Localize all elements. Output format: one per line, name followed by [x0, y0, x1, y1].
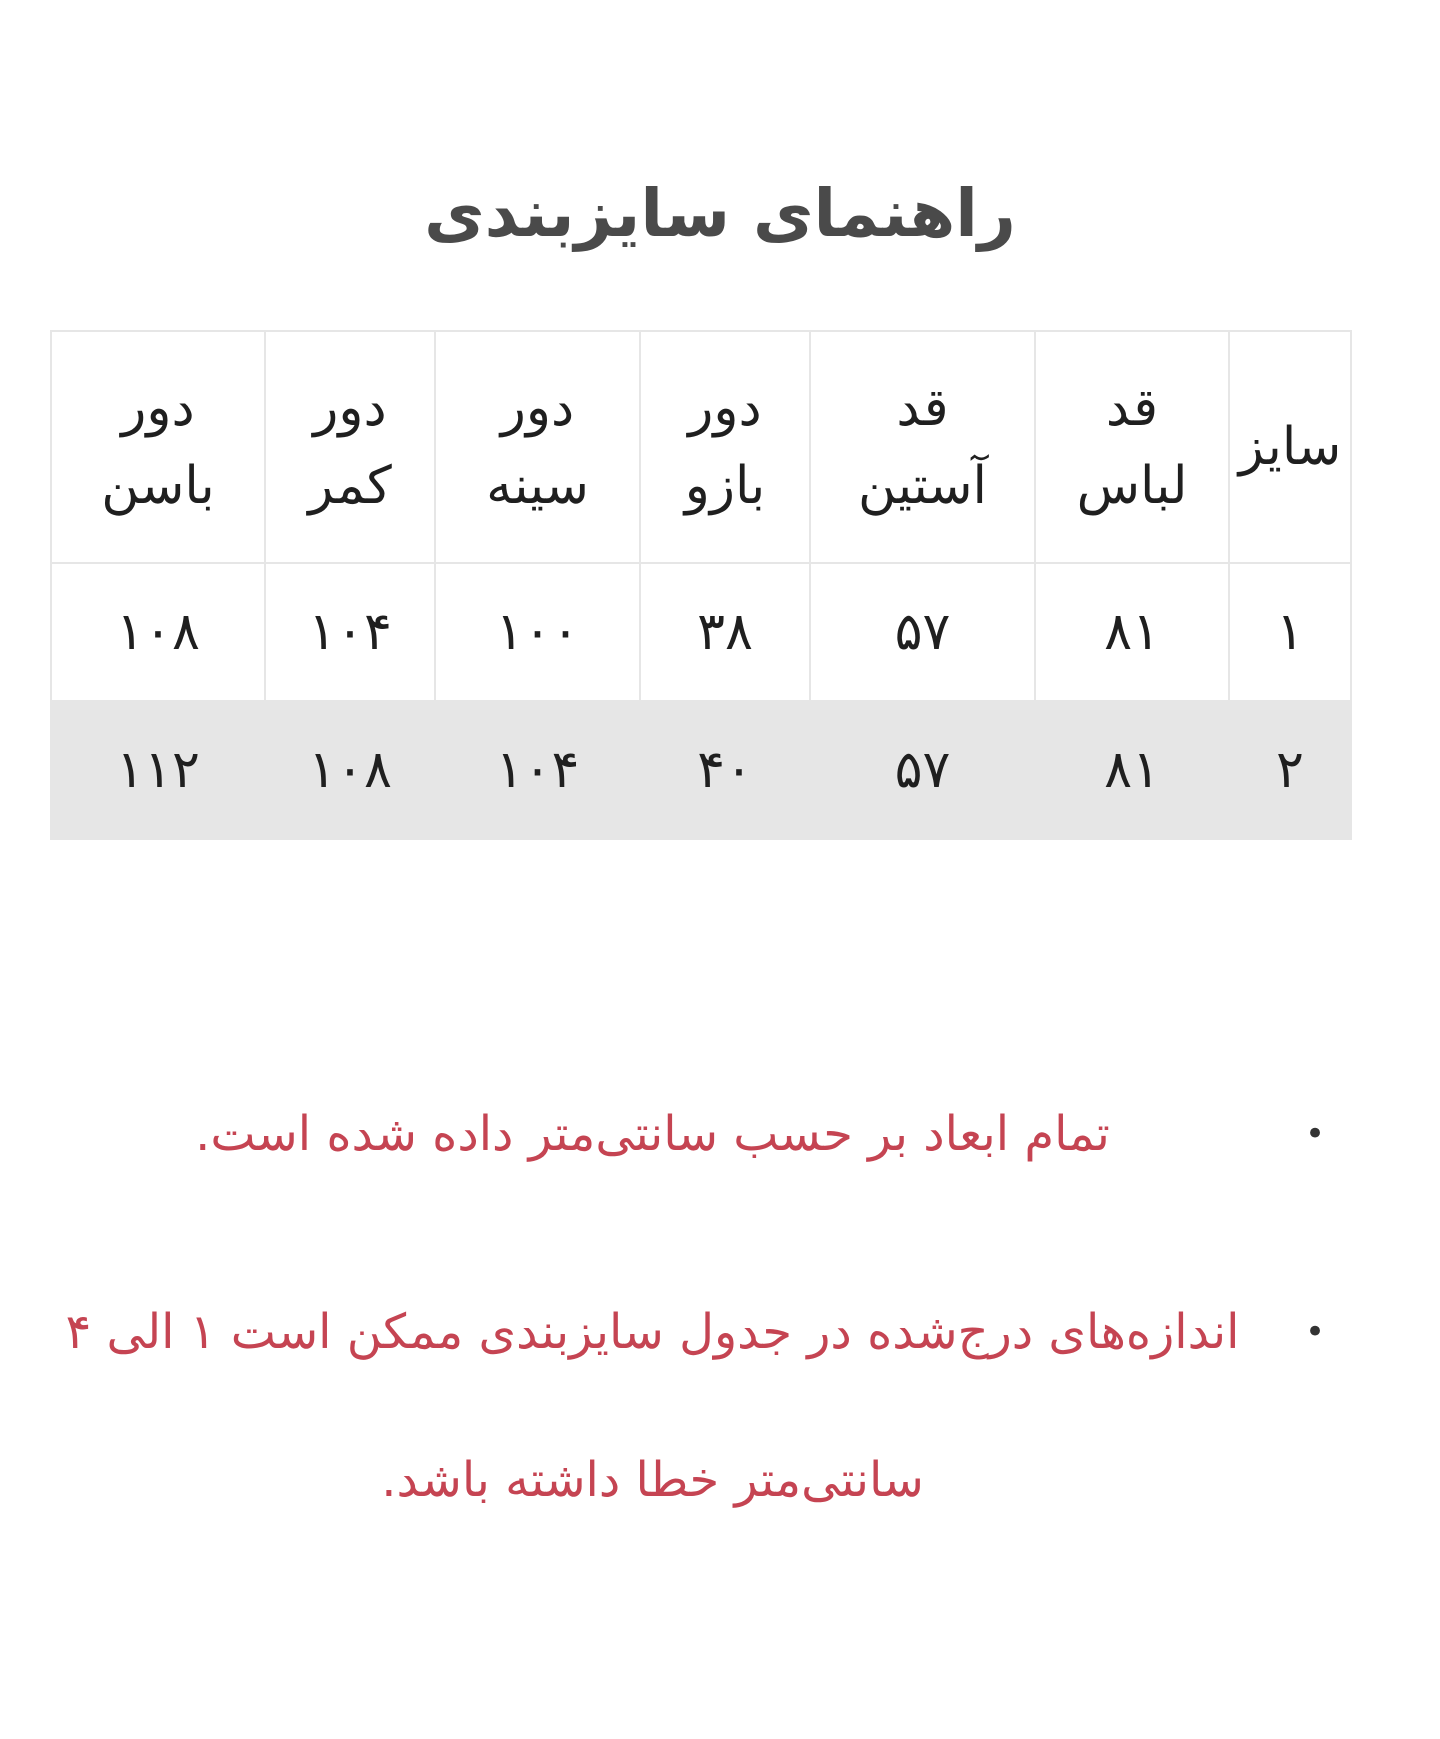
header-arm-circumference — [640, 331, 810, 563]
header-waist-circumference — [265, 331, 435, 563]
table-cell-hip: ۱۱۲ — [51, 701, 265, 839]
header-hip-circumference — [51, 331, 265, 563]
table-cell-waist: ۱۰۸ — [265, 701, 435, 839]
header-chest-circumference — [435, 331, 640, 563]
size-table — [50, 330, 1352, 840]
table-cell-chest: ۱۰۰ — [435, 563, 640, 701]
header-chest-line2: سینه — [486, 456, 589, 516]
header-dress-length-line2: لباس — [1076, 456, 1188, 516]
table-cell-waist: ۱۰۴ — [265, 563, 435, 701]
table-cell-size: ۱ — [1229, 563, 1351, 701]
bullet-icon: • — [1304, 1312, 1325, 1352]
header-size — [1229, 331, 1351, 563]
header-chest-line1: دور — [500, 378, 575, 438]
header-arm-line2: بازو — [684, 456, 766, 516]
note-text: تمام ابعاد بر حسب سانتی‌متر داده شده است. — [195, 1106, 1110, 1162]
table-cell-size: ۲ — [1229, 701, 1351, 839]
header-sleeve-length-line2: آستین — [858, 456, 987, 516]
header-sleeve-length — [810, 331, 1035, 563]
header-arm-line1: دور — [688, 378, 762, 438]
table-cell-chest: ۱۰۴ — [435, 701, 640, 839]
page-title: راهنمای سایزبندی — [424, 175, 1016, 253]
list-item — [50, 1258, 1325, 1554]
table-row — [51, 563, 1351, 701]
header-hip-line2: باسن — [101, 456, 215, 516]
notes-list — [50, 1060, 1350, 1554]
header-size-label: سایز — [1238, 417, 1342, 477]
table-cell-dress-length: ۸۱ — [1035, 563, 1229, 701]
table-row — [51, 701, 1351, 839]
table-cell-arm: ۳۸ — [640, 563, 810, 701]
table-cell-sleeve-length: ۵۷ — [810, 701, 1035, 839]
list-item — [50, 1060, 1325, 1208]
header-waist-line1: دور — [313, 378, 387, 438]
header-dress-length — [1035, 331, 1229, 563]
bullet-icon: • — [1304, 1114, 1325, 1154]
table-cell-hip: ۱۰۸ — [51, 563, 265, 701]
note-text: اندازه‌های درج‌شده در جدول سایزبندی ممکن است ۱ الی ۴ سانتی‌متر خطا داشته باشد. — [65, 1304, 1240, 1508]
table-cell-dress-length: ۸۱ — [1035, 701, 1229, 839]
header-dress-length-line1: قد — [1105, 378, 1159, 438]
header-hip-line1: دور — [121, 378, 195, 438]
table-header-row — [51, 331, 1351, 563]
table-cell-arm: ۴۰ — [640, 701, 810, 839]
table-cell-sleeve-length: ۵۷ — [810, 563, 1035, 701]
header-waist-line2: کمر — [308, 456, 392, 516]
header-sleeve-length-line1: قد — [896, 378, 949, 438]
